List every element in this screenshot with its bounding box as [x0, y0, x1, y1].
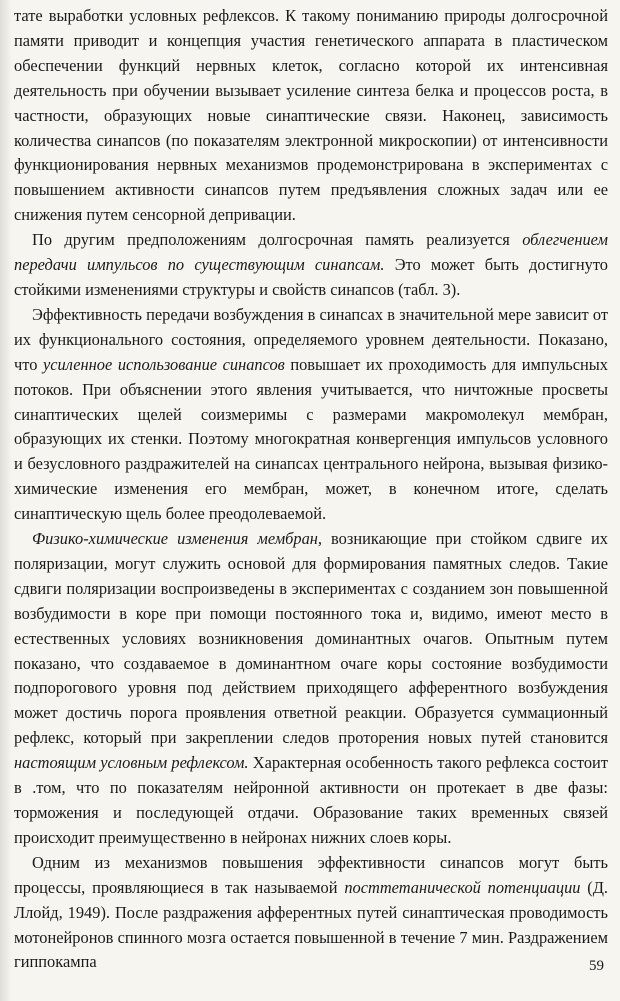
text-segment: Это может быть достигнуто стойкими изменениями структуры и свойств синапсов (табл. 3).: [14, 255, 608, 299]
text-segment: Характерная особенность такого рефлекса состоит в .том, что по показателям нейронной активности он протекает в две фазы: торможения и последующей отдачи. Образование таких временных связей происходит преимущественно в нейронах нижних слоев коры.: [14, 753, 608, 847]
paragraph: [14, 527, 608, 851]
text-segment: возникающие при стойком сдвиге их поляризации, могут служить основой для формирования памятных следов. Такие сдвиги поляризации воспроизведены в экспериментах с созданием зон повышенной возбудимости в коре при помощи постоянного тока и, видимо, имеют место в естественных условиях возникновения доминантных очагов. Опытным путем показано, что создаваемое в доминантном очаге коры состояние возбудимости подпорогового уровня под действием приходящего афферентного возбуждения может достичь порога проявления ответной реакции. Образуется суммационный рефлекс, который при закреплении следов проторения новых путей становится: [14, 529, 608, 748]
text-segment: Одним из механизмов повышения эффективности синапсов могут быть процессы, проявляющиеся в так называемой: [14, 852, 608, 897]
paragraph: [14, 303, 608, 527]
text-segment: Эффективность передачи возбуждения в синапсах в значительной мере зависит от их функционального состояния, определяемого уровнем деятельности. Показано, что: [14, 304, 608, 374]
italic-phrase: посттетанической потенциации: [344, 877, 581, 897]
text-segment: тате выработки условных рефлексов. К такому пониманию природы долгосрочной памяти приводит и концепция участия генетического аппарата в пластическом обеспечении функций нервных клеток, согласно которой их интенсивная деятельность при обучении вызывает усиление синтеза белка и процессов роста, в частности, образующих новые синаптические связи. Наконец, зависимость количества синапсов (по показателям электронной микроскопии) от интенсивности функционирования нервных механизмов продемонстрирована в экспериментах с повышением активности синапсов путем предъявления сложных задач или ее снижения путем сенсорной депривации.: [14, 6, 608, 225]
page-gutter-shadow: [0, 0, 12, 1001]
paragraph: [14, 851, 608, 976]
italic-phrase: усиленное использование синапсов: [42, 354, 285, 374]
italic-phrase: настоящим условным рефлексом.: [14, 753, 249, 773]
italic-phrase: Физико-химические изменения мембран,: [32, 529, 323, 549]
paragraph: [14, 4, 608, 228]
paragraph: [14, 228, 608, 303]
page-number: 59: [589, 958, 604, 974]
body-text: [14, 4, 608, 975]
text-segment: (Д. Ллойд, 1949). После раздражения афферентных путей синаптическая проводимость мотонейронов спинного мозга остается повышенной в течение 7 мин. Раздражением гиппокампа: [14, 877, 608, 972]
text-segment: По другим предположениям долгосрочная память реализуется: [32, 230, 523, 250]
text-segment: повышает их проходимость для импульсных потоков. При объяснении этого явления учитывается, что ничтожные просветы синаптических щелей соизмеримы с размерами макромолекул мембран, образующих их стенки. Поэтому многократная конвергенция импульсов условного и безусловного раздражителей на синапсах центрального нейрона, вызывая физико-химические изменения его мембран, может, в конечном итоге, сделать синаптическую щель более преодолеваемой.: [14, 354, 608, 524]
italic-phrase: облегчением передачи импульсов по существующим синапсам.: [14, 230, 608, 275]
